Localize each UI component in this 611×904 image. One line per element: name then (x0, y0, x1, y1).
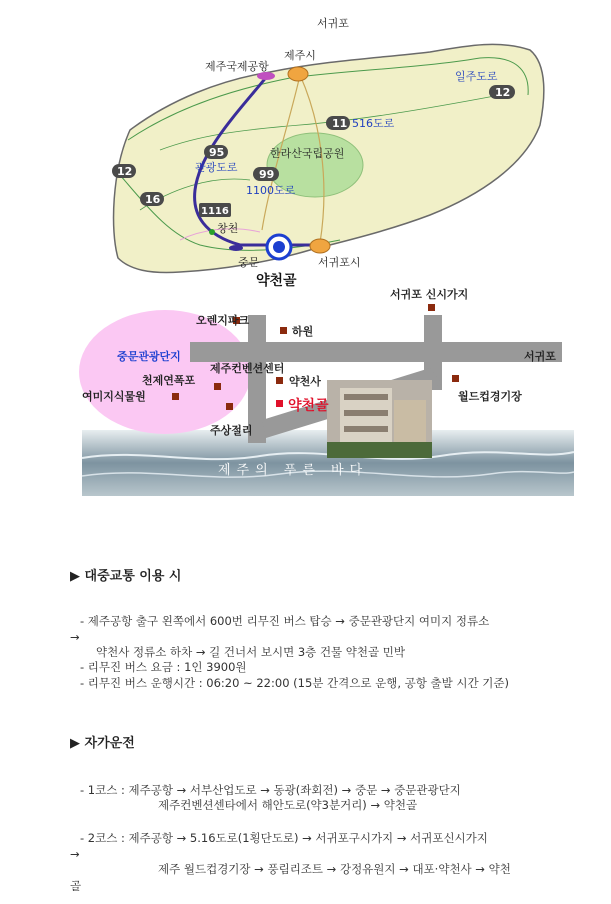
transit-line-4: - 리무진 버스 요금 : 1인 3900원 (80, 660, 247, 674)
transit-line-2: → (70, 630, 80, 644)
badge-1116: 1116 (201, 206, 229, 217)
detail-map (0, 280, 611, 505)
label-yeomiji: 여미지식물원 (82, 390, 146, 403)
label-yakcheonsa: 약천사 (289, 375, 321, 388)
label-516: 516도로 (352, 117, 395, 130)
driving-title: 자가운전 (84, 736, 135, 751)
label-gwangpyeong: 관광도로 (195, 161, 238, 174)
triangle-bullet-icon: ▶ (70, 736, 80, 751)
transit-title: 대중교통 이용 시 (84, 569, 182, 584)
badge-12-w: 12 (117, 165, 133, 178)
seogwiposi-marker (310, 239, 330, 253)
label-convention: 제주컨벤션센터 (210, 362, 285, 375)
driving-line-2: 제주컨벤션센타에서 해안도로(약3분거리) → 약천골 (158, 798, 418, 812)
triangle-bullet-icon: ▶ (70, 569, 80, 584)
jejusi-marker (288, 67, 308, 81)
label-iljudoro: 일주도로 (455, 70, 498, 83)
transit-line-1: - 제주공항 출구 왼쪽에서 600번 리무진 버스 탑승 → 중문관광단지 여미지 정류소 (80, 614, 490, 628)
badge-95: 95 (209, 146, 225, 159)
label-yakcheongol-2: 약천골 (288, 398, 329, 414)
airport-marker (257, 72, 275, 80)
label-hawon: 하원 (292, 325, 314, 338)
label-jungmun-complex: 중문관광단지 (117, 350, 181, 363)
driving-section-title (70, 732, 135, 751)
transit-section-title (70, 565, 182, 584)
label-hallasan: 한라산국립공원 (270, 147, 345, 160)
island-map (0, 0, 611, 300)
label-airport: 제주국제공항 (205, 60, 269, 73)
driving-line-6: 골 (70, 879, 82, 893)
badge-12-ne: 12 (495, 86, 511, 99)
transit-line-3: 약천사 정류소 하차 → 길 건너서 보시면 3층 건물 약천골 민박 (96, 645, 406, 659)
label-cheonje: 천제연폭포 (142, 374, 196, 387)
label-1100: 1100도로 (246, 184, 296, 197)
label-changcheon: 창천 (217, 222, 239, 235)
driving-line-5: 제주 월드컵경기장 → 풍림리조트 → 강정유원지 → 대포·약천사 → 약천 (158, 862, 511, 876)
label-yakcheongol: 약천골 (256, 273, 297, 289)
driving-line-4: → (70, 847, 80, 861)
label-top: 서귀포 (317, 17, 349, 30)
label-seogwiposi: 서귀포시 (318, 256, 361, 269)
badge-99: 99 (259, 168, 275, 181)
driving-line-1: - 1코스 : 제주공항 → 서부산업도로 → 동광(좌회전) → 중문 → 중문관광단지 (80, 783, 461, 797)
label-seogwipo-sinsi: 서귀포 신시가지 (390, 288, 469, 301)
label-orange-park: 오렌지파크 (196, 314, 250, 327)
label-sea: 제주의 푸른 바다 (218, 463, 369, 478)
badge-16: 16 (145, 193, 161, 206)
badge-11: 11 (332, 117, 348, 130)
driving-line-3: - 2코스 : 제주공항 → 5.16도로(1횡단도로) → 서귀포구시가지 → 서귀포신시가지 (80, 831, 488, 845)
transit-line-5: - 리무진 버스 운행시간 : 06:20 ~ 22:00 (15분 간격으로 운행, 공항 출발 시간 기준) (80, 676, 509, 690)
label-worldcup: 월드컵경기장 (458, 390, 522, 403)
label-seogwipo-e: 서귀포 (524, 350, 556, 363)
label-jungmun: 중문 (238, 256, 260, 269)
label-jejusi: 제주시 (284, 49, 316, 62)
label-jusang: 주상절리 (210, 424, 253, 437)
